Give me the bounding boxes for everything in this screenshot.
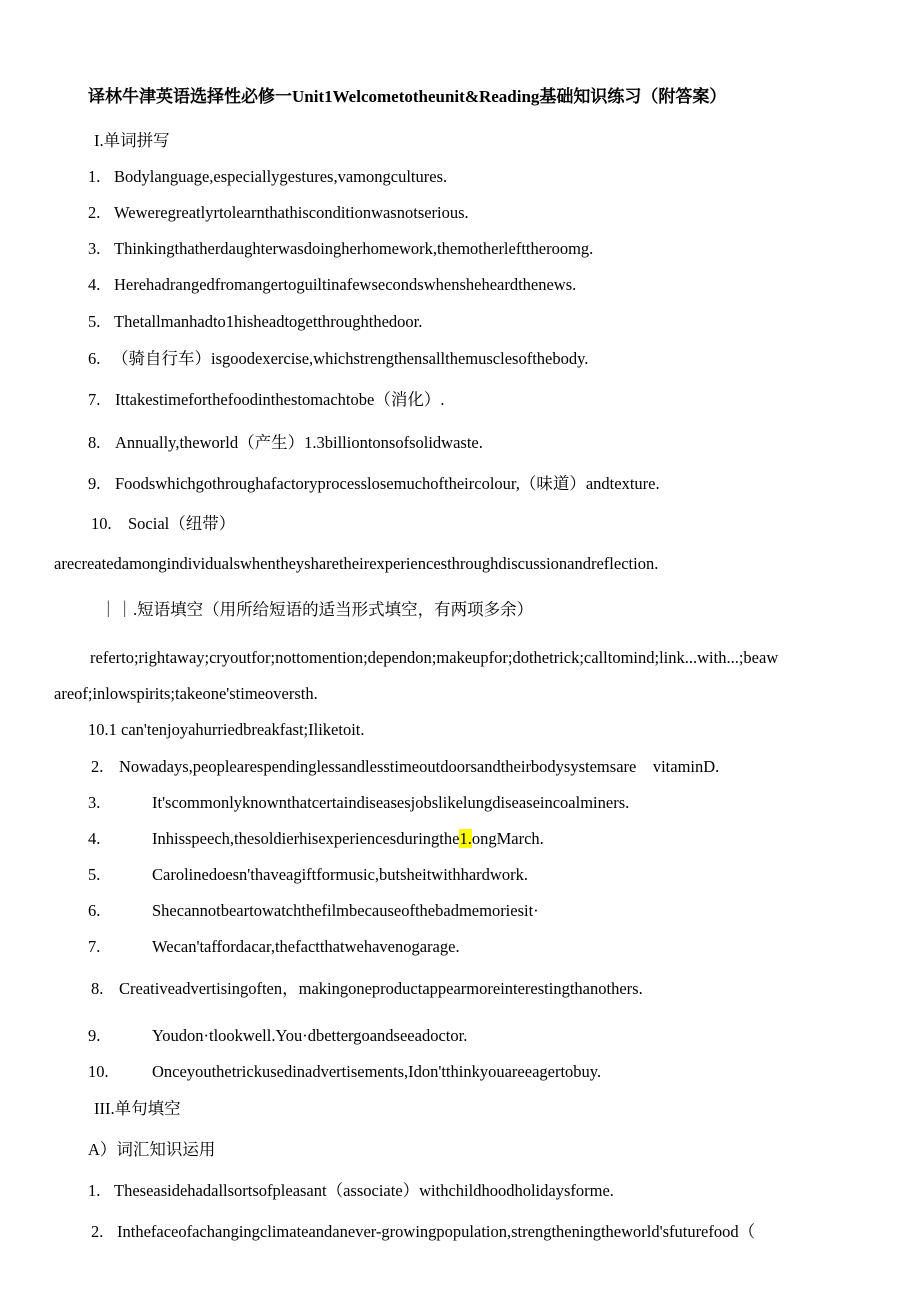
question-text: Onceyouthetrickusedinadvertisements,Idon'tthinkyouareeagertobuy. [152, 1062, 602, 1081]
phrase-bank-line: areof;inlowspirits;takeone'stimeoversth. [54, 684, 318, 703]
question-item [88, 1181, 614, 1201]
question-number: 9. [88, 474, 101, 493]
question-text: Annually,theworld（产生）1.3billiontonsofsolidwaste. [115, 433, 483, 452]
question-number: 5. [88, 865, 101, 884]
question-item [91, 514, 235, 534]
question-item [88, 239, 593, 259]
question-item: 10.1 can'tenjoyahurriedbreakfast;Iliketoit. [88, 720, 365, 739]
question-text: （骑自行车）isgoodexercise,whichstrengthensallthemusclesofthebody. [112, 349, 589, 368]
question-item [88, 865, 528, 885]
question-text: Creativeadvertisingoften，makingoneproductappearmoreinterestingthanothers. [119, 979, 643, 998]
question-item [88, 275, 576, 295]
question-number: 3. [88, 239, 101, 258]
section-heading-sentences: III.单句填空 [94, 1099, 181, 1118]
section-heading-phrases: ｜｜.短语填空（用所给短语的适当形式填空，有两项多余） [100, 600, 534, 619]
question-item [88, 203, 469, 223]
question-number: 6. [88, 349, 101, 368]
question-number: 5. [88, 312, 101, 331]
page-title: 译林牛津英语选择性必修一Unit1Welcometotheunit&Reading基础知识练习（附答案） [88, 87, 727, 106]
question-number: 8. [91, 979, 104, 998]
question-item [91, 979, 643, 999]
question-number: 4. [88, 829, 101, 848]
question-number: 2. [88, 203, 101, 222]
question-text: Inhisspeech,thesoldierhisexperiencesduringthe [152, 829, 460, 848]
question-number: 1. [88, 1181, 101, 1200]
question-text: ongMarch. [471, 829, 544, 848]
question-text: Theseasidehadallsortsofpleasant（associate）withchildhoodholidaysforme. [114, 1181, 614, 1200]
question-item [88, 167, 447, 187]
question-number: 10. [88, 1062, 109, 1081]
question-text: Inthefaceofachangingclimateandanever-growingpopulation,strengtheningtheworld'sfuturefood（ [117, 1222, 756, 1241]
question-number: 8. [88, 433, 101, 452]
question-continuation: arecreatedamongindividualswhentheysharetheirexperiencesthroughdiscussionandreflection. [54, 554, 659, 573]
question-number: 9. [88, 1026, 101, 1045]
highlighted-text: 1. [459, 829, 472, 848]
question-number: 2. [91, 757, 104, 776]
question-text: Wecan'taffordacar,thefactthatwehavenogarage. [152, 937, 460, 956]
question-text: Bodylanguage,especiallygestures,vamongcultures. [114, 167, 448, 186]
question-text: Ittakestimeforthefoodinthestomachtobe（消化）. [115, 390, 445, 409]
question-number: 10. [91, 514, 112, 533]
question-number: 4. [88, 275, 101, 294]
question-item [88, 793, 629, 813]
question-text: Foodswhichgothroughafactoryprocesslosemuchoftheircolour,（味道）andtexture. [115, 474, 660, 493]
question-item [88, 312, 422, 332]
question-item [88, 829, 544, 849]
question-text: Thetallmanhadto1hisheadtogetthroughthedoor. [114, 312, 423, 331]
question-item [91, 757, 719, 777]
question-item [88, 1062, 601, 1082]
question-text: Nowadays,peoplearespendinglessandlesstimeoutdoorsandtheirbodysystemsare vitaminD. [119, 757, 720, 776]
question-number: 3. [88, 793, 101, 812]
question-text: Youdon·tlookwell.You·dbettergoandseeadoctor. [152, 1026, 468, 1045]
section-heading-spelling: I.单词拼写 [94, 131, 170, 150]
question-number: 7. [88, 937, 101, 956]
question-text: Shecannotbeartowatchthefilmbecauseofthebadmemoriesit· [152, 901, 539, 920]
question-text: Social（纽带） [128, 514, 236, 533]
question-text: Weweregreatlyrtolearnthathisconditionwasnotserious. [114, 203, 469, 222]
question-item [88, 1026, 467, 1046]
question-item [88, 349, 588, 369]
question-item [88, 474, 660, 494]
question-number: 2. [91, 1222, 104, 1241]
question-text: It'scommonlyknownthatcertaindiseasesjobslikelungdiseaseincoalminers. [152, 793, 630, 812]
question-item [91, 1222, 755, 1242]
question-item [88, 937, 460, 957]
question-number: 7. [88, 390, 101, 409]
subsection-heading: A）词汇知识运用 [88, 1140, 216, 1159]
phrase-bank-line: referto;rightaway;cryoutfor;nottomention;dependon;makeupfor;dothetrick;calltomind;link...with...;beaw [90, 648, 779, 667]
question-text: Herehadrangedfromangertoguiltinafewsecondswhensheheardthenews. [114, 275, 577, 294]
question-item [88, 390, 444, 410]
question-text: Carolinedoesn'thaveagiftformusic,butsheitwithhardwork. [152, 865, 528, 884]
question-item [88, 901, 539, 921]
question-text: Thinkingthatherdaughterwasdoingherhomework,themotherlefttheroomg. [114, 239, 594, 258]
question-number: 1. [88, 167, 101, 186]
question-item [88, 433, 483, 453]
question-number: 6. [88, 901, 101, 920]
